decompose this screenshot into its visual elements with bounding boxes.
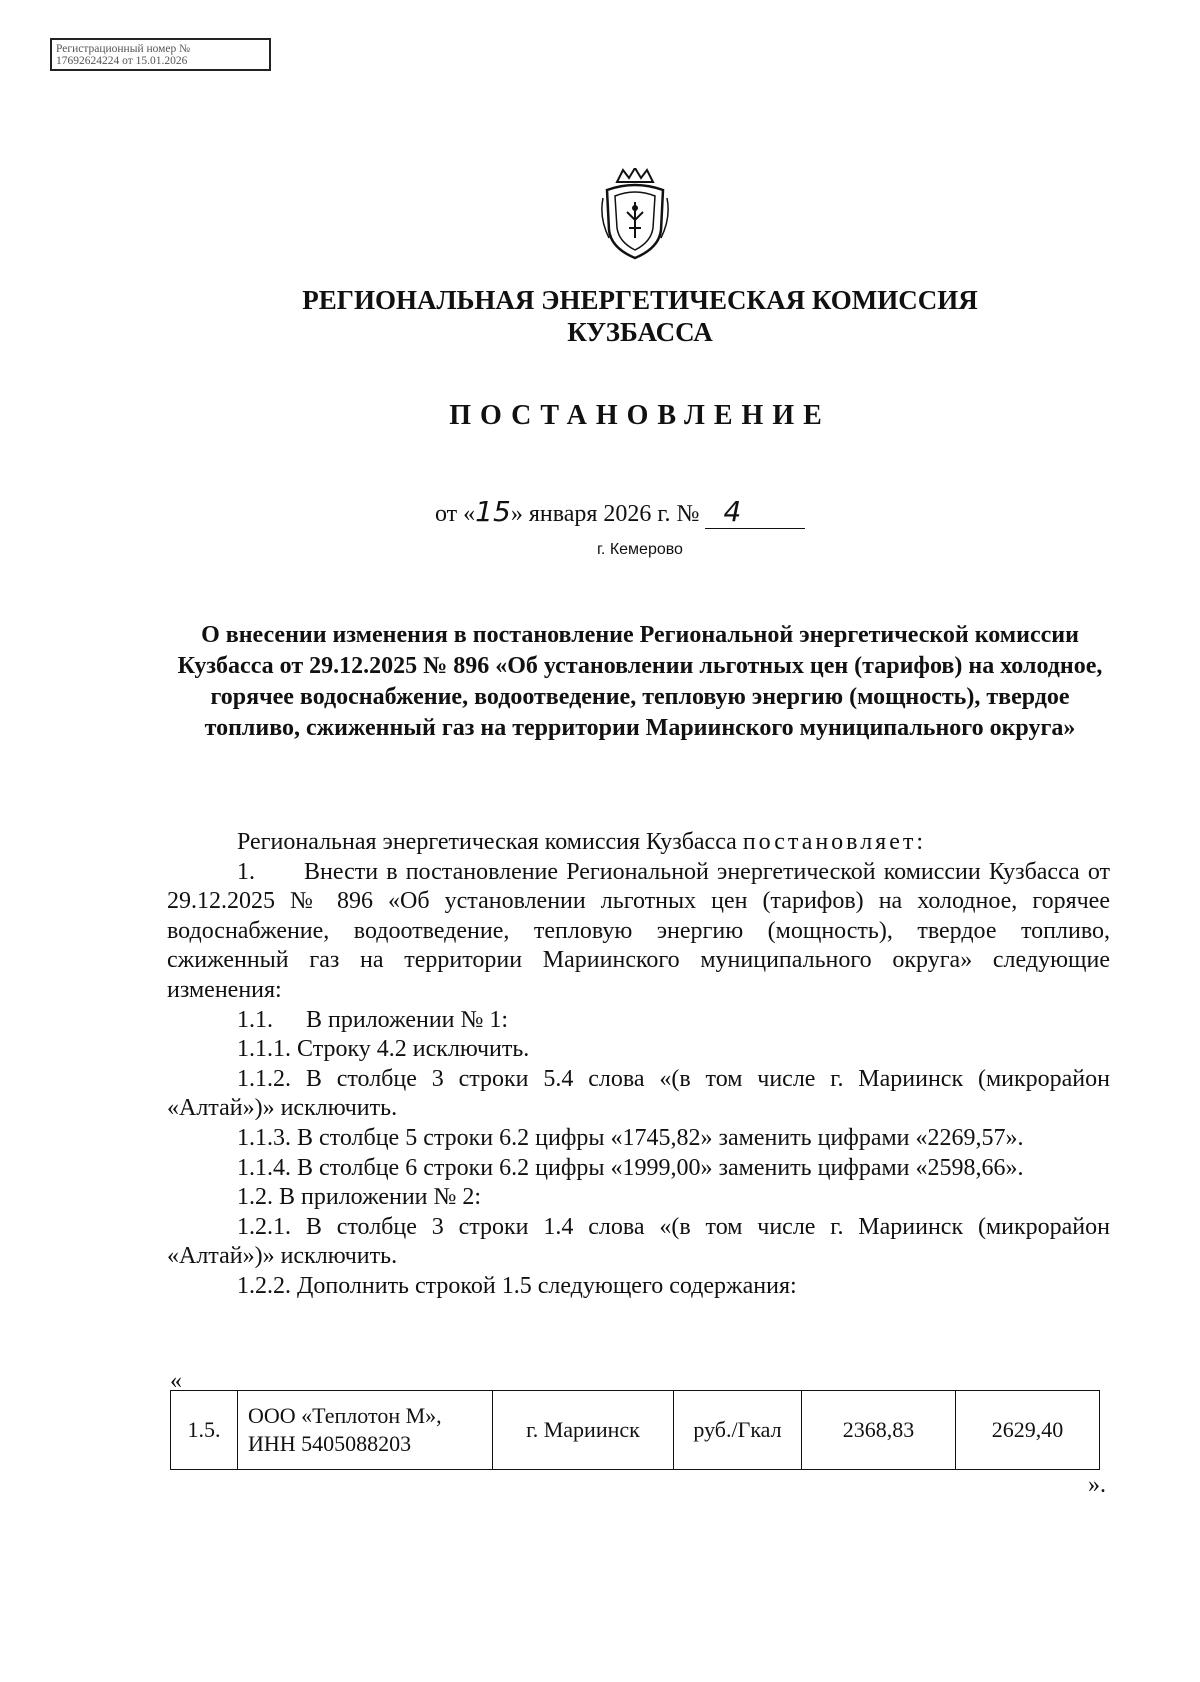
cell-value-1: 2368,83 <box>802 1391 956 1470</box>
document-subject: О внесении изменения в постановление Региональной энергетической комиссии Кузбасса от 29.12.2025 № 896 «Об установлении льготных цен (тарифов) на холодное, горячее водоснабжение, водоотведение, тепловую энергию (мощность), твердое топливо, сжиженный газ на территории Мариинского муниципального округа» <box>177 622 1103 741</box>
document-body <box>167 828 1110 1302</box>
date-day: 15 <box>475 495 511 528</box>
paragraph-1-number: 1. <box>237 858 255 885</box>
paragraph-1-2-2: 1.2.2. Дополнить строкой 1.5 следующего содержания: <box>237 1272 797 1299</box>
cell-value-2: 2629,40 <box>956 1391 1100 1470</box>
intro-paragraph <box>167 828 1110 858</box>
paragraph-1-2-1: 1.2.1. В столбце 3 строки 1.4 слова «(в том числе г. Мариинск (микрорайон «Алтай»)» исключить. <box>167 1213 1110 1270</box>
document-date-line <box>435 495 805 529</box>
organization-title <box>140 284 1140 348</box>
document-city: г. Кемерово <box>597 541 683 558</box>
registration-stamp <box>50 38 271 71</box>
paragraph-1-1-number: 1.1. <box>237 1006 273 1033</box>
kuzbass-coat-of-arms-icon <box>595 168 675 260</box>
organization-inn: ИНН 5405088203 <box>248 1431 412 1456</box>
paragraph-1-1-1: 1.1.1. Строку 4.2 исключить. <box>237 1036 530 1063</box>
intro-decree-word: постановляет: <box>742 829 927 855</box>
cell-row-number: 1.5. <box>171 1391 238 1470</box>
paragraph-1-1 <box>167 1006 1110 1036</box>
registration-label: Регистрационный номер № <box>56 43 191 55</box>
paragraph-1-2: 1.2. В приложении № 2: <box>237 1184 482 1211</box>
table-row <box>171 1391 1100 1470</box>
document-number: 4 <box>705 495 805 529</box>
cell-organization <box>238 1391 493 1470</box>
paragraph-1 <box>167 858 1110 1006</box>
paragraph-1-1-4: 1.1.4. В столбце 6 строки 6.2 цифры «1999,00» заменить цифрами «2598,66». <box>237 1154 1024 1181</box>
paragraph-1-1-3: 1.1.3. В столбце 5 строки 6.2 цифры «1745,82» заменить цифрами «2269,57». <box>237 1124 1024 1151</box>
organization-name: ООО «Теплотон М», <box>248 1403 442 1428</box>
paragraph-1-1-2: 1.1.2. В столбце 3 строки 5.4 слова «(в том числе г. Мариинск (микрорайон «Алтай»)» исключить. <box>167 1065 1110 1122</box>
table-quote-open: « <box>170 1368 182 1394</box>
inserted-row-table <box>170 1390 1100 1470</box>
cell-city: г. Мариинск <box>493 1391 674 1470</box>
paragraph-1-1-text: В приложении № 1: <box>306 1006 509 1033</box>
registration-number: 17692624224 от 15.01.2026 <box>56 55 188 67</box>
date-month-year: » января 2026 г. № <box>510 501 700 527</box>
org-title-line2: КУЗБАССА <box>567 317 713 347</box>
date-prefix: от « <box>435 501 476 527</box>
cell-unit: руб./Гкал <box>674 1391 802 1470</box>
document-type: ПОСТАНОВЛЕНИЕ <box>449 400 831 431</box>
org-title-line1: РЕГИОНАЛЬНАЯ ЭНЕРГЕТИЧЕСКАЯ КОМИССИЯ <box>302 285 978 315</box>
paragraph-1-text: Внести в постановление Региональной энергетической комиссии Кузбасса от 29.12.2025 № 896 «Об установлении льготных цен (тарифов) на холодное, горячее водоснабжение, водоотведение, тепловую энергию (мощность), твердое топливо, сжиженный газ на территории Мариинского муниципального округа» следующие изменения: <box>167 858 1110 1003</box>
table-quote-close: ». <box>1088 1472 1106 1498</box>
intro-start: Региональная энергетическая комиссия Кузбасса <box>237 829 743 855</box>
